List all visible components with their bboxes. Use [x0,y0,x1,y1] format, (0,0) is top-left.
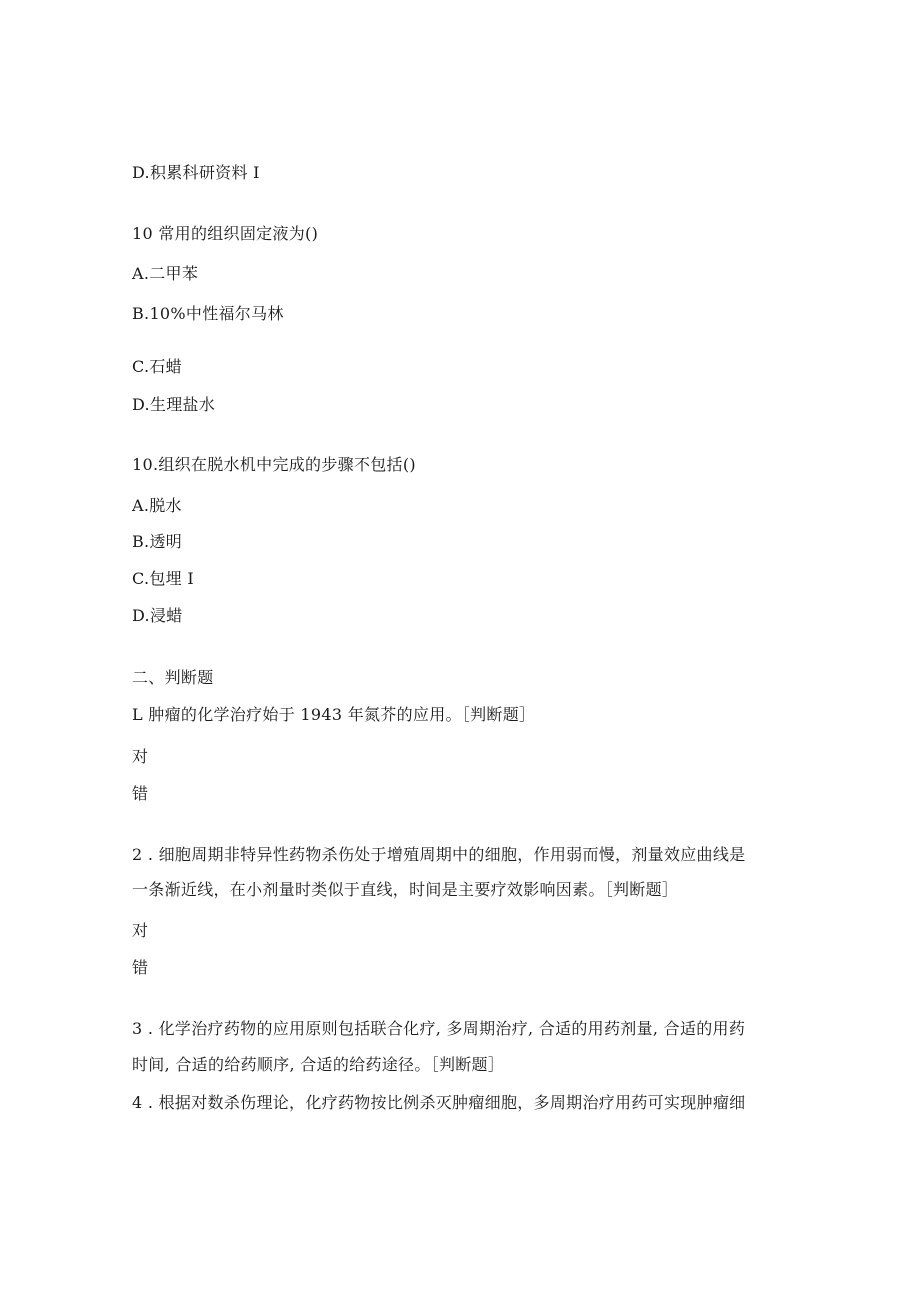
tf-question-4-line-1: 4 . 根据对数杀伤理论，化疗药物按比例杀灭肿瘤细胞，多周期治疗用药可实现肿瘤细 [132,1093,746,1112]
tf-question-2-line-2: 一条渐近线，在小剂量时类似于直线，时间是主要疗效影响因素。［判断题］ [132,880,679,899]
tf2-true-option: 对 [132,921,149,940]
tf-question-1: L 肿瘤的化学治疗始于 1943 年氮芥的应用。［判断题］ [132,705,536,724]
tf2-false-option: 错 [132,958,149,977]
tf-question-3-line-1: 3 . 化学治疗药物的应用原则包括联合化疗, 多周期治疗, 合适的用药剂量, 合适的用药 [132,1019,746,1038]
option-d-q10a: D.生理盐水 [132,395,216,414]
section-title-true-false: 二、判断题 [132,668,214,687]
option-d-q10b: D.浸蜡 [132,606,183,625]
tf-question-2-line-1: 2 . 细胞周期非特异性药物杀伤处于增殖周期中的细胞，作用弱而慢，剂量效应曲线是 [132,845,746,864]
option-b-q10a: B.10%中性福尔马林 [132,304,284,323]
option-d-q9: D.积累科研资料 I [132,163,260,182]
question-10b-title: 10.组织在脱水机中完成的步骤不包括() [132,455,416,474]
option-a-q10a: A.二甲苯 [132,264,199,283]
option-c-q10b: C.包埋 I [132,569,194,588]
option-c-q10a: C.石蜡 [132,357,182,376]
tf1-true-option: 对 [132,747,149,766]
tf1-false-option: 错 [132,784,149,803]
option-a-q10b: A.脱水 [132,496,182,515]
question-10a-title: 10 常用的组织固定液为() [132,224,319,243]
option-b-q10b: B.透明 [132,532,183,551]
tf-question-3-line-2: 时间, 合适的给药顺序, 合适的给药途径。［判断题］ [132,1055,505,1074]
